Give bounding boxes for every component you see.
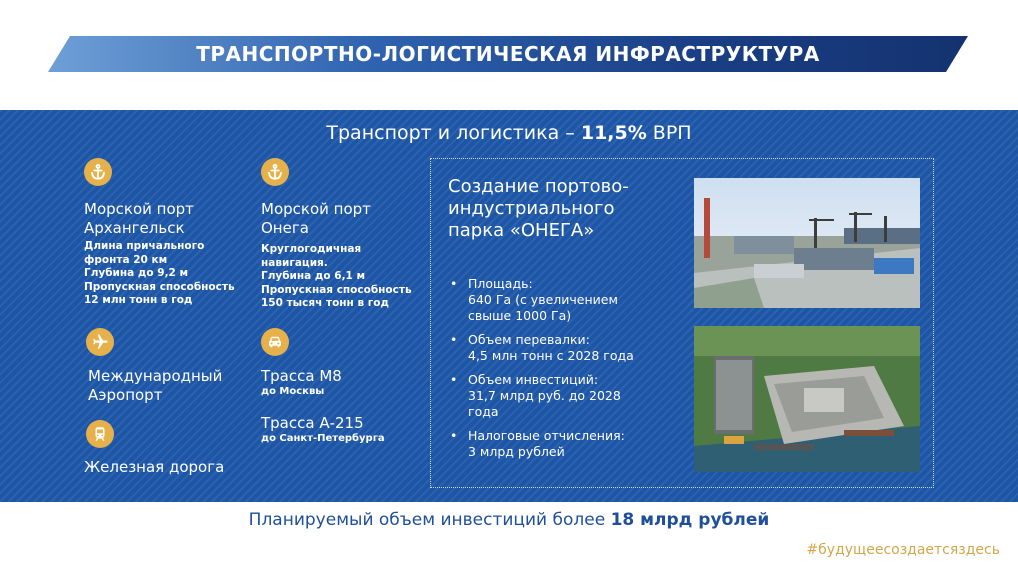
bullet-line: свыше 1000 Га)	[468, 308, 572, 323]
subtitle	[0, 122, 1018, 144]
subtitle-prefix: Транспорт и логистика –	[326, 122, 581, 144]
train-icon	[86, 420, 114, 448]
airport-title-line2: Аэропорт	[88, 386, 163, 404]
header-banner	[48, 36, 968, 72]
bullet-line: 31,7 млрд руб. до 2028	[468, 388, 621, 403]
park-title	[448, 176, 688, 242]
port-arkhangelsk-title-line1: Морской порт	[84, 200, 194, 218]
highway-a215-title: Трасса А-215	[261, 414, 364, 432]
railway-title: Железная дорога	[84, 458, 225, 476]
investment-prefix: Планируемый объем инвестиций более	[248, 510, 611, 530]
desc-line: 12 млн тонн в год	[84, 294, 193, 306]
list-item	[448, 276, 688, 324]
bullet-line: 3 млрд рублей	[468, 444, 565, 459]
airport-title	[88, 367, 222, 405]
subtitle-value: 11,5%	[580, 122, 647, 144]
bullet-line: 640 Га (с увеличением	[468, 292, 618, 307]
list-item	[448, 428, 688, 460]
desc-line: Глубина до 6,1 м	[261, 270, 366, 282]
car-icon	[261, 328, 289, 356]
desc-line: Круглогодичная	[261, 243, 362, 255]
content-panel	[0, 110, 1018, 502]
highway-a215-sub: до Санкт-Петербурга	[261, 433, 385, 444]
desc-line: Длина причального	[84, 240, 205, 252]
airport-title-line1: Международный	[88, 367, 223, 385]
highway-m8-sub: до Москвы	[261, 386, 325, 397]
desc-line: Пропускная способность	[84, 280, 235, 293]
bullet-line: • Налоговые отчисления:	[468, 428, 625, 443]
park-facts-list	[448, 276, 688, 468]
aerial-render-image	[694, 326, 920, 472]
port-onega-title	[261, 200, 371, 238]
port-arkhangelsk-desc	[84, 240, 235, 308]
desc-line: фронта 20 км	[84, 253, 168, 266]
desc-line: Пропускная способность	[261, 283, 412, 296]
bullet-line: года	[468, 404, 499, 419]
desc-line: Глубина до 9,2 м	[84, 267, 189, 279]
subtitle-suffix: ВРП	[646, 122, 692, 144]
anchor-icon	[84, 158, 112, 186]
list-item	[448, 372, 688, 420]
highway-m8-title: Трасса М8	[261, 367, 342, 385]
port-onega-desc	[261, 243, 412, 311]
list-item	[448, 332, 688, 364]
investment-value: 18 млрд рублей	[610, 510, 770, 530]
port-onega-title-line1: Морской порт	[261, 200, 371, 218]
bullet-line: • Объем инвестиций:	[468, 372, 599, 387]
desc-line: навигация.	[261, 256, 328, 269]
park-title-line2: индустриального	[448, 198, 615, 219]
bullet-line: • Объем перевалки:	[468, 332, 590, 347]
hashtag: #будущеесоздаетсяздесь	[806, 542, 1000, 558]
bullet-line: • Площадь:	[468, 276, 533, 291]
port-onega-title-line2: Онега	[261, 219, 309, 237]
park-title-line3: парка «ОНЕГА»	[448, 220, 595, 241]
park-title-line1: Создание портово-	[448, 176, 629, 197]
investment-summary	[0, 510, 1018, 530]
page-title: ТРАНСПОРТНО-ЛОГИСТИЧЕСКАЯ ИНФРАСТРУКТУРА	[196, 42, 820, 66]
bullet-line: 4,5 млн тонн с 2028 года	[468, 348, 634, 363]
port-arkhangelsk-title-line2: Архангельск	[84, 219, 185, 237]
port-arkhangelsk-title	[84, 200, 194, 238]
airplane-icon	[86, 328, 114, 356]
anchor-icon	[261, 158, 289, 186]
port-render-image	[694, 178, 920, 308]
desc-line: 150 тысяч тонн в год	[261, 297, 389, 309]
